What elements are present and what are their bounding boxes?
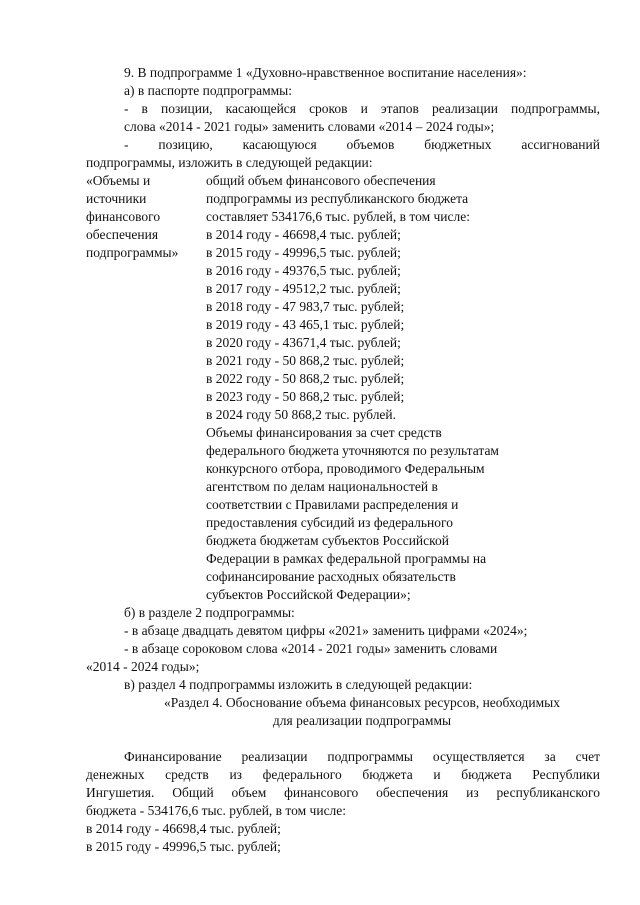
word: республиканского xyxy=(496,785,600,800)
body-line4: бюджета - 534176,6 тыс. рублей, в том числе: xyxy=(86,803,347,818)
section-4-title: «Раздел 4. Обоснование объема финансовых ресурсов, необходимых xyxy=(164,695,560,710)
word: федерального xyxy=(262,767,342,782)
passport-label-line: обеспечения xyxy=(86,227,159,242)
word: финансового xyxy=(284,785,359,800)
word: из xyxy=(466,785,479,800)
passport-label-line: «Объемы и xyxy=(86,173,151,188)
item-a-heading: а) в паспорте подпрограммы: xyxy=(124,83,292,98)
word: ассигнований xyxy=(521,137,600,152)
word: осуществляется xyxy=(432,749,525,764)
passport-value-line: субъектов Российской Федерации»; xyxy=(206,587,411,602)
passport-label-line: подпрограммы» xyxy=(86,245,179,260)
word: бюджета xyxy=(461,767,512,782)
body-line5: в 2014 году - 46698,4 тыс. рублей; xyxy=(86,821,281,836)
passport-value-line: составляет 534176,6 тыс. рублей, в том числе: xyxy=(206,209,470,224)
word: касающуюся xyxy=(242,137,317,152)
passport-value-line: в 2015 году - 49996,5 тыс. рублей; xyxy=(206,245,401,260)
word: этапов xyxy=(380,101,419,116)
word: Республики xyxy=(532,767,600,782)
word: позиции, xyxy=(160,101,213,116)
word: - xyxy=(124,101,129,116)
item-a-2-line2: подпрограммы, изложить в следующей редакции: xyxy=(86,155,373,170)
word: реализации xyxy=(431,101,498,116)
passport-value-line: конкурсного отбора, проводимого Федеральным xyxy=(206,461,485,476)
word: Финансирование xyxy=(124,749,222,764)
word: бюджетных xyxy=(424,137,492,152)
passport-value-line: бюджета бюджетам субъектов Российской xyxy=(206,533,449,548)
word: подпрограммы xyxy=(327,749,414,764)
item-b-heading: б) в разделе 2 подпрограммы: xyxy=(124,605,295,620)
passport-value-line: Объемы финансирования за счет средств xyxy=(206,425,442,440)
item-b-line: - в абзаце двадцать девятом цифры «2021» заменить цифрами «2024»; xyxy=(124,623,528,638)
body-line6: в 2015 году - 49996,5 тыс. рублей; xyxy=(86,839,281,854)
passport-value-line: в 2021 году - 50 868,2 тыс. рублей; xyxy=(206,353,405,368)
word: бюджета xyxy=(362,767,413,782)
passport-value-line: в 2014 году - 46698,4 тыс. рублей; xyxy=(206,227,401,242)
passport-label-line: источники xyxy=(86,191,147,206)
word: сроков xyxy=(309,101,348,116)
word: Общий xyxy=(172,785,214,800)
passport-value-line: в 2018 году - 47 983,7 тыс. рублей; xyxy=(206,299,405,314)
body-line2 xyxy=(86,766,600,783)
paragraph-9-heading: 9. В подпрограмме 1 «Духовно-нравственное воспитание населения»: xyxy=(124,65,527,80)
item-a-2-line1 xyxy=(124,136,600,153)
passport-value-line: в 2016 году - 49376,5 тыс. рублей; xyxy=(206,263,401,278)
section-4-title: для реализации подпрограммы xyxy=(272,713,452,728)
passport-value-line: агентством по делам национальностей в xyxy=(206,479,438,494)
passport-value-line: общий объем финансового обеспечения xyxy=(206,173,436,188)
item-a-1-line2: слова «2014 - 2021 годы» заменить словами «2014 – 2024 годы»; xyxy=(124,119,495,134)
passport-value-line: предоставления субсидий из федерального xyxy=(206,515,453,530)
word: подпрограммы, xyxy=(511,101,600,116)
word: счет xyxy=(575,749,600,764)
passport-value-line: в 2023 году - 50 868,2 тыс. рублей; xyxy=(206,389,405,404)
passport-value-line: в 2017 году - 49512,2 тыс. рублей; xyxy=(206,281,401,296)
word: реализации xyxy=(241,749,308,764)
passport-value-line: софинансирование расходных обязательств xyxy=(206,569,456,584)
word: из xyxy=(229,767,242,782)
word: в xyxy=(141,101,148,116)
passport-value-line: Федерации в рамках федеральной программы на xyxy=(206,551,487,566)
item-a-1-line1 xyxy=(124,100,600,117)
word: Ингушетия. xyxy=(86,785,155,800)
passport-value-line: подпрограммы из республиканского бюджета xyxy=(206,191,469,206)
item-b-line: «2014 - 2024 годы»; xyxy=(86,659,200,674)
word: объем xyxy=(231,785,267,800)
body-line1 xyxy=(124,748,600,765)
word: и xyxy=(360,101,368,116)
passport-value-line: федерального бюджета уточняются по результатам xyxy=(206,443,499,458)
word: - xyxy=(124,137,129,152)
word: позицию, xyxy=(158,137,213,152)
word: средств xyxy=(165,767,209,782)
passport-value-line: в 2020 году - 43671,4 тыс. рублей; xyxy=(206,335,401,350)
word: и xyxy=(433,767,441,782)
passport-label-line: финансового xyxy=(86,209,161,224)
item-b-line: - в абзаце сороковом слова «2014 - 2021 годы» заменить словами xyxy=(124,641,498,656)
word: денежных xyxy=(86,767,145,782)
word: касающейся xyxy=(225,101,297,116)
word: обеспечения xyxy=(376,785,449,800)
passport-value-line: в 2019 году - 43 465,1 тыс. рублей; xyxy=(206,317,405,332)
word: объемов xyxy=(346,137,395,152)
word: за xyxy=(544,749,556,764)
body-line3 xyxy=(86,784,600,801)
passport-value-line: в 2024 году 50 868,2 тыс. рублей. xyxy=(206,407,397,422)
passport-value-line: в 2022 году - 50 868,2 тыс. рублей; xyxy=(206,371,405,386)
passport-value-line: соответствии с Правилами распределения и xyxy=(206,497,459,512)
item-c-heading: в) раздел 4 подпрограммы изложить в следующей редакции: xyxy=(124,677,473,692)
